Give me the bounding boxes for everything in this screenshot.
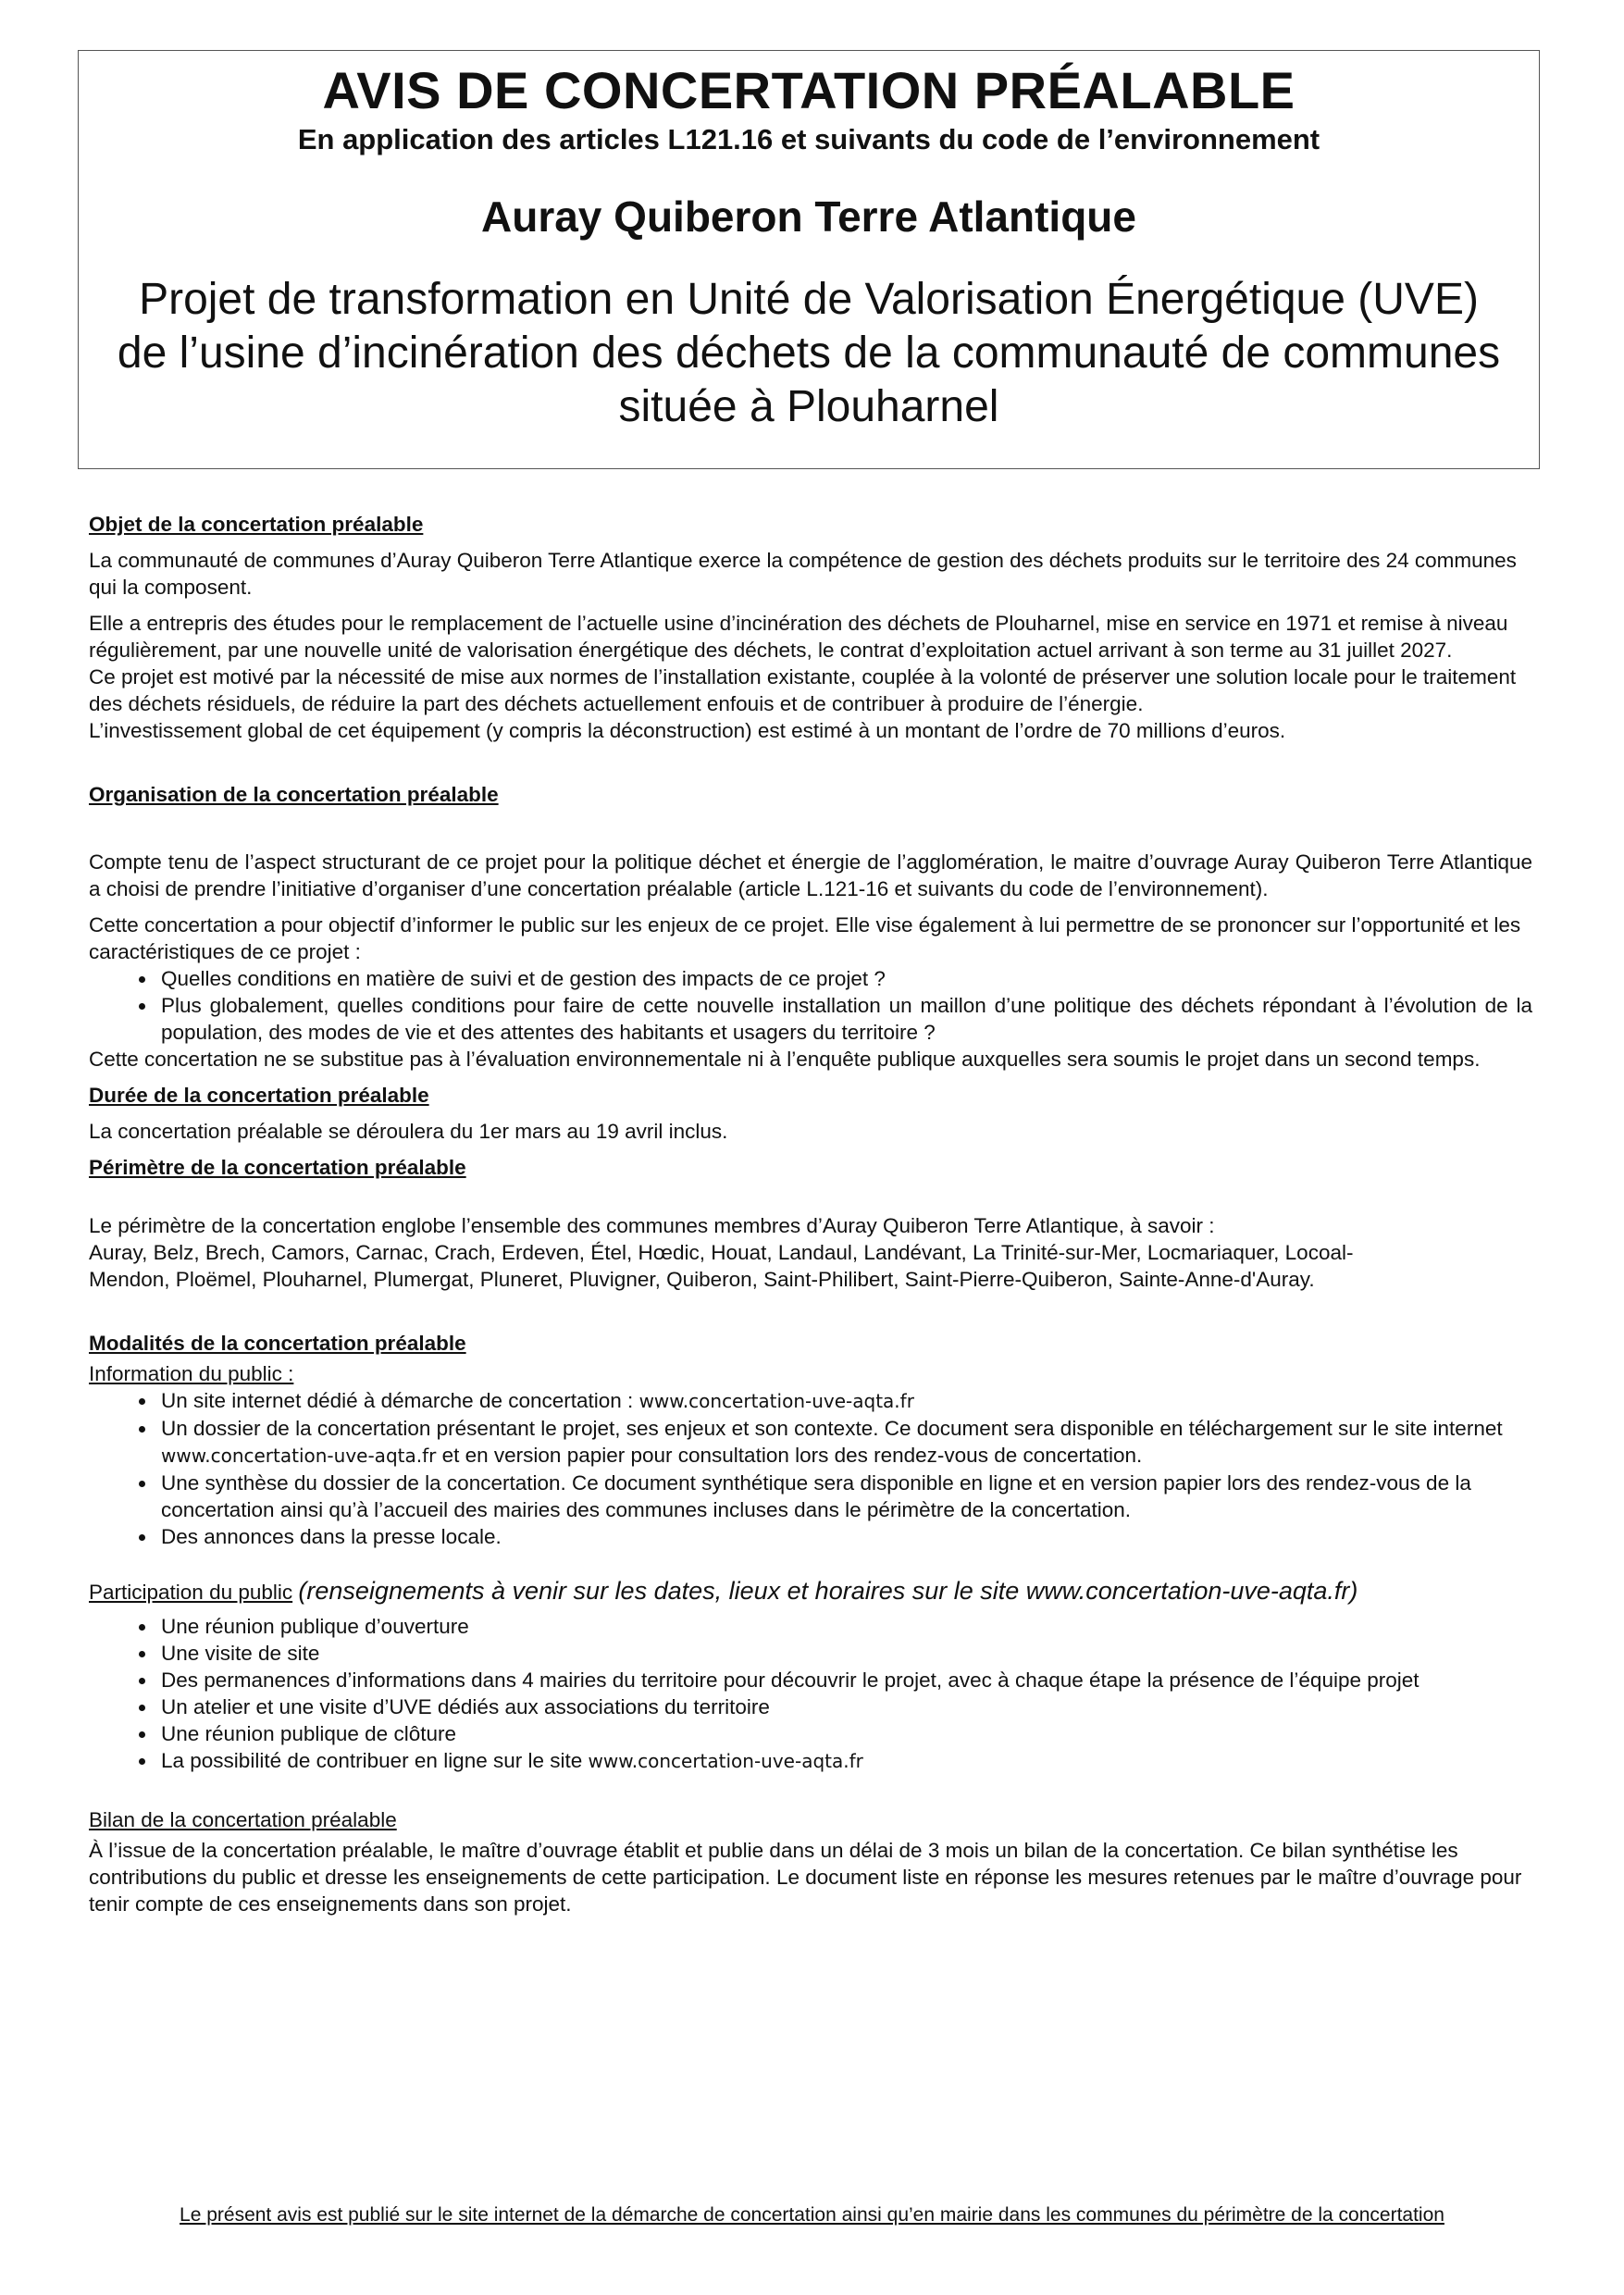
section-title-objet: Objet de la concertation préalable — [89, 513, 424, 536]
paragraph: L’investissement global de cet équipement (y compris la déconstruction) est estimé à un montant de l’ordre de 70 millions d’euros. — [89, 719, 1286, 742]
notice-subtitle: En application des articles L121.16 et suivants du code de l’environnement — [297, 123, 1320, 155]
section-title-bilan: Bilan de la concertation préalable — [89, 1808, 397, 1831]
list-item: • Une réunion publique d’ouverture — [157, 1613, 1532, 1640]
paragraph: La concertation préalable se déroulera du 1er mars au 19 avril inclus. — [89, 1120, 728, 1143]
communes-line: Mendon, Ploëmel, Plouharnel, Plumergat, Pluneret, Pluvigner, Quiberon, Saint-Philibert, Saint-Pierre-Quiberon, Sainte-Anne-d'Auray. — [89, 1268, 1315, 1291]
communes-list — [89, 1239, 1532, 1293]
website-link[interactable]: www.concertation-uve-aqta.fr — [588, 1750, 863, 1772]
subsection-title-participation: Participation du public — [89, 1581, 293, 1604]
section-title-perimetre: Périmètre de la concertation préalable — [89, 1156, 466, 1179]
paragraph: Elle a entrepris des études pour le remplacement de l’actuelle usine d’incinération des déchets de Plouharnel, mise en service en 1971 et remise à niveau régulièrement, par une nouvelle unité de valorisation énergétique des déchets, le contrat d’exploitation actuel arrivant à son terme au 31 juillet 2027. — [89, 612, 1508, 662]
section-title-duree: Durée de la concertation préalable — [89, 1084, 429, 1107]
notice-title: AVIS DE CONCERTATION PRÉALABLE — [322, 61, 1295, 119]
information-list — [89, 1387, 1532, 1550]
organization-name: Auray Quiberon Terre Atlantique — [481, 192, 1136, 241]
list-item: • Un site internet dédié à démarche de concertation : www.concertation-uve-aqta.fr — [157, 1387, 1532, 1415]
list-item: • Plus globalement, quelles conditions pour faire de cette nouvelle installation un maillon d’une politique des déchets répondant à l’évolution de la population, des modes de vie et des attentes des habitants et usagers du territoire ? — [157, 992, 1532, 1046]
list-item: • Des permanences d’informations dans 4 mairies du territoire pour découvrir le projet, avec à chaque étape la présence de l’équipe projet — [157, 1667, 1532, 1693]
project-title-line: située à Plouharnel — [618, 382, 999, 431]
header-box — [78, 50, 1540, 469]
list-item: • Une visite de site — [157, 1640, 1532, 1667]
paragraph: Cette concertation a pour objectif d’informer le public sur les enjeux de ce projet. Elle vise également à lui permettre de se prononcer sur l’opportunité et les caractéristiques de ce projet : — [89, 913, 1521, 963]
paragraph: Compte tenu de l’aspect structurant de ce projet pour la politique déchet et énergie de l’agglomération, le maitre d’ouvrage Auray Quiberon Terre Atlantique a choisi de prendre l’initiative d’organiser d’une concertation préalable (article L.121-16 et suivants du code de l’environnement). — [89, 850, 1532, 900]
subsection-title-information: Information du public : — [89, 1362, 294, 1385]
list-item: • Un dossier de la concertation présentant le projet, ses enjeux et son contexte. Ce document sera disponible en téléchargement sur le site internet www.concertation-uve-aqta.fr et en version papier pour consultation lors des rendez-vous de concertation. — [157, 1415, 1532, 1470]
website-link[interactable]: www.concertation-uve-aqta.fr — [638, 1390, 914, 1412]
section-title-organisation: Organisation de la concertation préalable — [89, 783, 499, 806]
list-item: • La possibilité de contribuer en ligne sur le site www.concertation-uve-aqta.fr — [157, 1747, 1532, 1775]
paragraph: Ce projet est motivé par la nécessité de mise aux normes de l’installation existante, couplée à la volonté de préserver une solution locale pour le traitement des déchets résiduels, de réduire la part des déchets actuellement enfouis et de contribuer à produire de l’énergie. — [89, 665, 1517, 715]
question-list — [89, 965, 1532, 1046]
paragraph: La communauté de communes d’Auray Quiberon Terre Atlantique exerce la compétence de gestion des déchets produits sur le territoire des 24 communes qui la composent. — [89, 549, 1517, 599]
list-item: • Un atelier et une visite d’UVE dédiés aux associations du territoire — [157, 1693, 1532, 1720]
communes-line: Auray, Belz, Brech, Camors, Carnac, Crach, Erdeven, Étel, Hœdic, Houat, Landaul, Landévant, La Trinité-sur-Mer, Locmariaquer, Locoal- — [89, 1241, 1354, 1264]
project-title — [79, 273, 1539, 434]
section-title-modalites: Modalités de la concertation préalable — [89, 1332, 466, 1355]
list-item: • Des annonces dans la presse locale. — [157, 1523, 1532, 1550]
notice-body — [89, 511, 1532, 1917]
list-item: • Une synthèse du dossier de la concertation. Ce document synthétique sera disponible en ligne et en version papier lors des rendez-vous de la concertation ainsi qu’à l’accueil des mairies des communes incluses dans le périmètre de la concertation. — [157, 1470, 1532, 1523]
participation-list — [89, 1613, 1532, 1775]
subsection-participation — [89, 1578, 1532, 1606]
project-title-line: Projet de transformation en Unité de Valorisation Énergétique (UVE) — [139, 275, 1479, 324]
publication-note: Le présent avis est publié sur le site internet de la démarche de concertation ainsi qu’en mairie dans les communes du périmètre de la concertation — [180, 2204, 1444, 2226]
paragraph: Le périmètre de la concertation englobe l’ensemble des communes membres d’Auray Quiberon Terre Atlantique, à savoir : — [89, 1214, 1215, 1237]
paragraph: Cette concertation ne se substitue pas à l’évaluation environnementale ni à l’enquête publique auxquelles sera soumis le projet dans un second temps. — [89, 1048, 1481, 1071]
list-item: • Quelles conditions en matière de suivi et de gestion des impacts de ce projet ? — [157, 965, 1532, 992]
participation-note: (renseignements à venir sur les dates, lieux et horaires sur le site www.concertation-uve-aqta.fr) — [298, 1577, 1358, 1605]
list-item: • Une réunion publique de clôture — [157, 1720, 1532, 1747]
paragraph: À l’issue de la concertation préalable, le maître d’ouvrage établit et publie dans un délai de 3 mois un bilan de la concertation. Ce bilan synthétise les contributions du public et dresse les enseignements de cette participation. Le document liste en réponse les mesures retenues par le maître d’ouvrage pour tenir compte de ces enseignements dans son projet. — [89, 1839, 1522, 1916]
project-title-line: de l’usine d’incinération des déchets de la communauté de communes — [117, 329, 1501, 378]
website-link[interactable]: www.concertation-uve-aqta.fr — [161, 1445, 437, 1467]
